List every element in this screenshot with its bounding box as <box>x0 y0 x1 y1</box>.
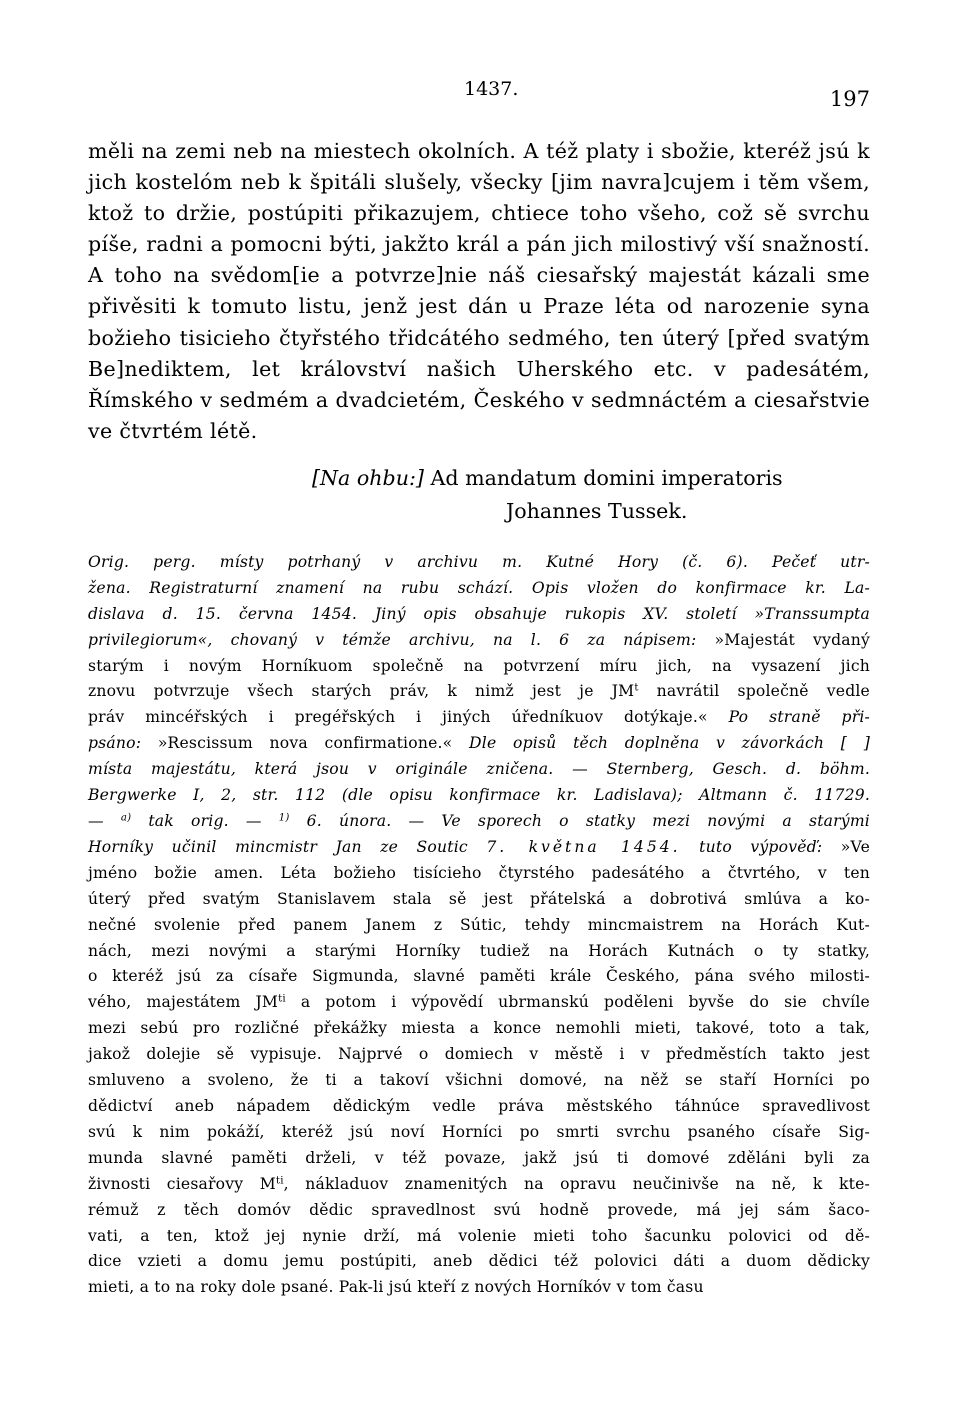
footnote-line: jakož dolejie sě vypisuje. Najprvé o domiech v městě i v předměstích takto jest <box>88 1045 870 1064</box>
footnote-line <box>88 990 870 1016</box>
signature-mandate: Ad mandatum domini imperatoris <box>430 465 783 490</box>
footnote-line: smluveno a svoleno, že ti a takoví všichni domové, na něž se staří Horníci po <box>88 1071 870 1090</box>
superscript: t <box>634 682 639 694</box>
footnote-line: dice vzieti a domu jemu postúpiti, aneb dědici též polovici dáti a duom dědicky <box>88 1252 870 1271</box>
signature-block <box>88 462 870 528</box>
footnote-line: rémuž z těch domóv dědic spravedlnost svú hodně provede, má jej sám šaco- <box>88 1200 870 1219</box>
superscript: a) <box>120 812 132 824</box>
footnote-line: mezi sebú pro rozličné překážky miesta a konce nemohli mieti, takové, toto a tak, <box>88 1019 870 1038</box>
footnote-line: dislava d. 15. června 1454. Jiný opis obsahuje rukopis XV. století »Transsumpta <box>88 604 870 623</box>
footnote-segment: navrátil společně vedle <box>638 682 870 701</box>
signature-line-2: Johannes Tussek. <box>506 498 688 523</box>
footnote-line: nečné svolenie před panem Janem z Sútic, tehdy mincmaistrem na Horách Kut- <box>88 915 870 934</box>
footnote-line: žena. Registraturní znamení na rubu schází. Opis vložen do konfirmace kr. La- <box>88 578 870 597</box>
footnote-line: Bergwerke I, 2, str. 112 (dle opisu konfirmace kr. Ladislava); Altmann č. 11729. <box>88 786 870 805</box>
footnote-segment: tuto výpověď: <box>680 837 823 856</box>
footnote-segment: Dle opisů těch doplněna v závorkách [ ] <box>452 734 870 753</box>
footnote-segment: živnosti ciesařovy M <box>88 1174 276 1193</box>
footnote-segment: vého, majestátem JM <box>88 993 279 1012</box>
footnote-segment: — <box>88 812 121 830</box>
header-year: 1437. <box>464 78 519 100</box>
footnote-segment: a potom i výpovědí ubrmanskú poděleni byvše do sie chvíle <box>285 993 870 1012</box>
footnote-line: dědictví aneb nápadem dědickým vedle práva městského táhnúce spravedlivost <box>88 1096 870 1115</box>
page-header <box>88 78 870 136</box>
page-number: 197 <box>829 87 870 111</box>
footnote-line: starým i novým Horníkuom společně na potvrzení míru jich, na vysazení jich <box>88 656 870 675</box>
footnote-line: o kteréž jsú za císaře Sigmunda, slavné paměti krále Českého, pána svého milosti- <box>88 967 870 986</box>
footnote-segment: 6. února. — Ve sporech o statky mezi novými a starými <box>289 812 870 830</box>
footnote-segment: znovu potvrzuje všech starých práv, k nimž jest je JM <box>88 682 635 701</box>
main-text: měli na zemi neb na miestech okolních. A též platy i sbožie, kteréž jsú k jich kostelóm neb k špitáli slušely, všecky [jim navra]cujem i těm všem, ktož to držie, postúpiti přikazujem, chtiece toho všeho, což sě svrchu píše, radni a pomocni býti, jakžto král a pán jich milostivý vší snažností. A toho na svědom[ie a potvrze]nie náš ciesařský majestát kázali sme přivěsiti k tomuto listu, jenž jest dán u Praze léta od narozenie syna božieho tisicieho čtyřstého třidcátého sedmého, ten úterý [před svatým Be]nediktem, let království našich Uherského etc. v padesátém, Římského v sedmém a dvadcietém, Českého v sedmnáctém a ciesařstvie ve čtvrtém létě. <box>88 139 870 443</box>
footnotes <box>88 550 870 1301</box>
footnote-line: jméno božie amen. Léta božieho tisícieho čtyrstého padesátého a čtvrtého, v ten <box>88 863 870 882</box>
footnote-line: nách, mezi novými a starými Horníky tudiež na Horách Kutnách o ty statky, <box>88 941 870 960</box>
footnote-line: vati, a ten, ktož jej nynie drží, má volenie mieti toho šacunku polovici od dě- <box>88 1226 870 1245</box>
document-page <box>88 78 870 1301</box>
footnote-line: Orig. perg. místy potrhaný v archivu m. Kutné Hory (č. 6). Pečeť utr- <box>88 552 870 571</box>
footnote-line <box>88 628 870 654</box>
footnote-segment: psáno: <box>88 734 142 753</box>
footnote-line <box>88 731 870 757</box>
footnote-segment: tak orig. — <box>131 812 279 830</box>
footnote-line <box>88 679 870 705</box>
superscript: 1) <box>278 812 290 824</box>
footnote-date: 7. května 1454. <box>486 837 681 856</box>
footnote-segment: Po straně při- <box>707 708 870 727</box>
footnote-segment: »Ve <box>822 837 870 856</box>
footnote-line <box>88 1172 870 1198</box>
footnote-segment: privilegiorum«, chovaný v témže archivu, na l. 6 za nápisem: <box>88 630 697 649</box>
footnote-line <box>88 705 870 731</box>
footnote-line: místa majestátu, která jsou v originále zničena. — Sternberg, Gesch. d. böhm. <box>88 760 870 779</box>
footnote-line <box>88 809 870 835</box>
footnote-line: munda slavné paměti drželi, v též povaze, jakž jsú ti domové zděláni byli za <box>88 1148 870 1167</box>
footnote-segment: »Rescissum nova confirmatione.« <box>141 734 453 753</box>
footnote-line: svú k nim pokáží, kteréž jsú noví Horníci po smrti svrchu psaného císaře Sig- <box>88 1122 870 1141</box>
footnote-segment: »Majestát vydaný <box>696 630 871 649</box>
superscript: ti <box>278 993 286 1005</box>
footnote-line: mieti, a to na roky dole psané. Pak-li jsú kteří z nových Horníkóv v tom času <box>88 1278 704 1297</box>
signature-line-1 <box>88 462 870 495</box>
footnote-segment: , nákladuov znamenitých na opravu neučinivše na ně, k kte- <box>283 1174 870 1193</box>
fold-note: [Na ohbu:] <box>312 465 424 490</box>
footnote-segment: práv mincéřských i pregéřských i jiných úředníkuov dotýkaje.« <box>88 708 708 727</box>
footnote-line <box>88 835 870 861</box>
footnote-line: úterý před svatým Stanislavem stala sě jest přátelská a dobrotivá smlúva a ko- <box>88 889 870 908</box>
superscript: ti <box>275 1175 284 1187</box>
footnote-segment: Horníky učinil mincmistr Jan ze Soutic <box>88 837 487 856</box>
